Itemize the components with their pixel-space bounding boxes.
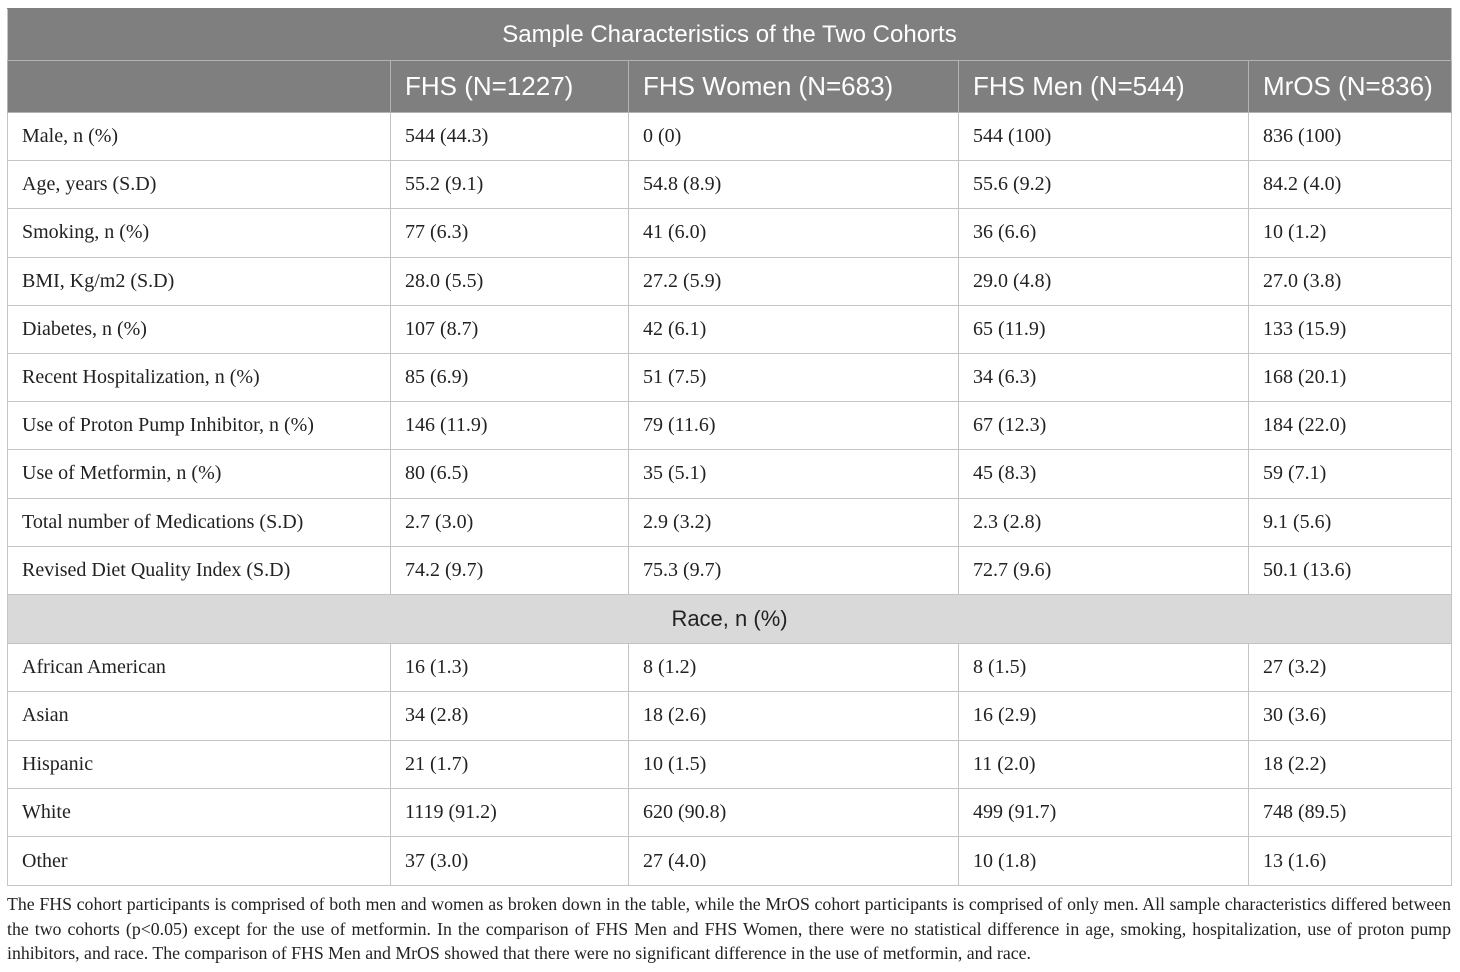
cell-fhs-men: 34 (6.3) — [959, 353, 1249, 401]
cell-fhs: 80 (6.5) — [391, 450, 629, 498]
cell-mros: 748 (89.5) — [1249, 789, 1452, 837]
cell-fhs-women: 79 (11.6) — [629, 402, 959, 450]
cell-fhs-men: 10 (1.8) — [959, 837, 1249, 885]
table-footnote: The FHS cohort participants is comprised of both men and women as broken down in the table, while the MrOS cohort participants is comprised of only men. All sample characteristics differed between the two cohorts (p<0.05) except for the use of metformin. In the comparison of FHS Men and FHS Women, there were no statistical difference in age, smoking, hospitalization, use of proton pump inhibitors, and race. The comparison of FHS Men and MrOS showed that there were no significant difference in the use of metformin, and race. — [7, 894, 1451, 963]
race-section-row — [8, 594, 1452, 643]
cell-fhs-women: 35 (5.1) — [629, 450, 959, 498]
cell-fhs-men: 29.0 (4.8) — [959, 257, 1249, 305]
row-label: Asian — [8, 692, 391, 740]
cell-fhs-women: 8 (1.2) — [629, 643, 959, 691]
cell-fhs: 34 (2.8) — [391, 692, 629, 740]
cell-mros: 30 (3.6) — [1249, 692, 1452, 740]
cell-fhs-men: 11 (2.0) — [959, 740, 1249, 788]
table-row — [8, 498, 1452, 546]
table-row — [8, 837, 1452, 885]
cell-mros: 18 (2.2) — [1249, 740, 1452, 788]
cell-fhs-women: 620 (90.8) — [629, 789, 959, 837]
row-label: Age, years (S.D) — [8, 161, 391, 209]
cell-fhs: 28.0 (5.5) — [391, 257, 629, 305]
cell-mros: 59 (7.1) — [1249, 450, 1452, 498]
cell-fhs-women: 10 (1.5) — [629, 740, 959, 788]
table-header-row — [8, 61, 1452, 113]
cell-mros: 27 (3.2) — [1249, 643, 1452, 691]
cell-fhs-men: 499 (91.7) — [959, 789, 1249, 837]
cell-fhs-women: 41 (6.0) — [629, 209, 959, 257]
row-label: Use of Proton Pump Inhibitor, n (%) — [8, 402, 391, 450]
cell-fhs-women: 27 (4.0) — [629, 837, 959, 885]
cell-fhs-women: 42 (6.1) — [629, 305, 959, 353]
header-fhs-women: FHS Women (N=683) — [629, 61, 959, 113]
cell-fhs-men: 55.6 (9.2) — [959, 161, 1249, 209]
row-label: Smoking, n (%) — [8, 209, 391, 257]
header-mros: MrOS (N=836) — [1249, 61, 1452, 113]
header-fhs: FHS (N=1227) — [391, 61, 629, 113]
table-row — [8, 740, 1452, 788]
cell-mros: 184 (22.0) — [1249, 402, 1452, 450]
table-row — [8, 353, 1452, 401]
table-row — [8, 113, 1452, 161]
race-section-title: Race, n (%) — [8, 594, 1452, 643]
cell-fhs-men: 65 (11.9) — [959, 305, 1249, 353]
cell-mros: 27.0 (3.8) — [1249, 257, 1452, 305]
row-label: Hispanic — [8, 740, 391, 788]
cell-fhs-women: 18 (2.6) — [629, 692, 959, 740]
cell-fhs-women: 54.8 (8.9) — [629, 161, 959, 209]
cell-fhs: 21 (1.7) — [391, 740, 629, 788]
cell-fhs: 74.2 (9.7) — [391, 546, 629, 594]
table-row — [8, 692, 1452, 740]
cell-mros: 836 (100) — [1249, 113, 1452, 161]
cell-mros: 9.1 (5.6) — [1249, 498, 1452, 546]
cell-fhs: 77 (6.3) — [391, 209, 629, 257]
cell-fhs-women: 75.3 (9.7) — [629, 546, 959, 594]
table-title-row — [8, 9, 1452, 61]
row-label: Other — [8, 837, 391, 885]
cell-fhs: 1119 (91.2) — [391, 789, 629, 837]
cell-fhs-women: 2.9 (3.2) — [629, 498, 959, 546]
row-label: African American — [8, 643, 391, 691]
cell-mros: 133 (15.9) — [1249, 305, 1452, 353]
row-label: Use of Metformin, n (%) — [8, 450, 391, 498]
cell-fhs-men: 67 (12.3) — [959, 402, 1249, 450]
row-label: Male, n (%) — [8, 113, 391, 161]
row-label: White — [8, 789, 391, 837]
cell-fhs: 55.2 (9.1) — [391, 161, 629, 209]
table-row — [8, 546, 1452, 594]
cell-mros: 13 (1.6) — [1249, 837, 1452, 885]
cell-fhs-men: 544 (100) — [959, 113, 1249, 161]
row-label: Total number of Medications (S.D) — [8, 498, 391, 546]
table-row — [8, 643, 1452, 691]
header-fhs-men: FHS Men (N=544) — [959, 61, 1249, 113]
row-label: Revised Diet Quality Index (S.D) — [8, 546, 391, 594]
cell-fhs-men: 45 (8.3) — [959, 450, 1249, 498]
table-row — [8, 789, 1452, 837]
cell-fhs: 85 (6.9) — [391, 353, 629, 401]
cell-fhs-men: 2.3 (2.8) — [959, 498, 1249, 546]
table-title: Sample Characteristics of the Two Cohorts — [8, 9, 1452, 61]
cell-fhs-women: 27.2 (5.9) — [629, 257, 959, 305]
cell-fhs-men: 16 (2.9) — [959, 692, 1249, 740]
cell-mros: 10 (1.2) — [1249, 209, 1452, 257]
cell-fhs-men: 72.7 (9.6) — [959, 546, 1249, 594]
cell-fhs: 37 (3.0) — [391, 837, 629, 885]
cell-mros: 168 (20.1) — [1249, 353, 1452, 401]
header-empty — [8, 61, 391, 113]
cell-fhs-men: 8 (1.5) — [959, 643, 1249, 691]
table-row — [8, 209, 1452, 257]
characteristics-table — [7, 8, 1452, 886]
table-row — [8, 450, 1452, 498]
cell-mros: 50.1 (13.6) — [1249, 546, 1452, 594]
cell-fhs: 107 (8.7) — [391, 305, 629, 353]
table-row — [8, 161, 1452, 209]
cell-fhs: 544 (44.3) — [391, 113, 629, 161]
row-label: BMI, Kg/m2 (S.D) — [8, 257, 391, 305]
row-label: Diabetes, n (%) — [8, 305, 391, 353]
cell-fhs-women: 51 (7.5) — [629, 353, 959, 401]
cell-mros: 84.2 (4.0) — [1249, 161, 1452, 209]
cell-fhs-men: 36 (6.6) — [959, 209, 1249, 257]
row-label: Recent Hospitalization, n (%) — [8, 353, 391, 401]
table-row — [8, 402, 1452, 450]
cell-fhs-women: 0 (0) — [629, 113, 959, 161]
table-row — [8, 305, 1452, 353]
cell-fhs: 16 (1.3) — [391, 643, 629, 691]
cell-fhs: 146 (11.9) — [391, 402, 629, 450]
table-row — [8, 257, 1452, 305]
cell-fhs: 2.7 (3.0) — [391, 498, 629, 546]
